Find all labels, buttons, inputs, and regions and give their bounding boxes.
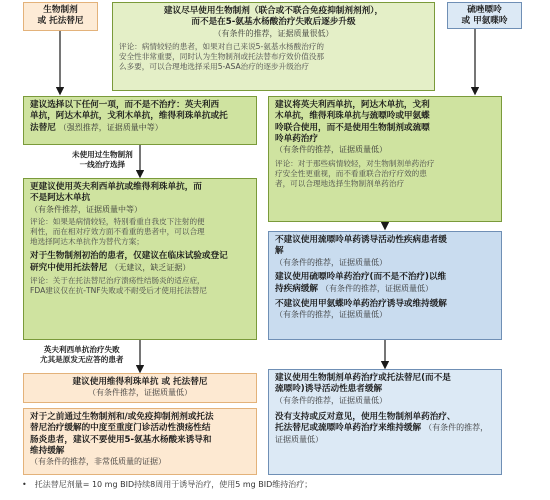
- any-agent-grade: （强烈推荐，证据质量中等）: [58, 122, 163, 132]
- no-5asa-line-3: 肠炎患者，建议不要使用5-氨基水杨酸来诱导和: [30, 434, 212, 445]
- no-5asa-grade: （有条件的推荐，非常低质量的证据）: [30, 457, 166, 467]
- ifx-vedo-comment-2: 利性，而在相对疗效方面不看重的患者中，可以合理: [30, 227, 205, 237]
- combo-title-3: 呤联合使用，而不是使用生物制剂或巯嘌: [275, 122, 430, 133]
- label-bio-naive-line-2: 一线治疗选择: [79, 159, 126, 169]
- ifx-vedo-comment-3: 地选择阿达木单抗作为替代方案；: [30, 237, 144, 247]
- early-comment-1: 评论：病情较轻的患者，如果对自己来说5-氨基水杨酸治疗的: [119, 42, 325, 52]
- thio-maintain-line-2: [275, 284, 495, 295]
- bio-mono-text-b: 巯嘌呤)诱导活动性患者缓解: [275, 384, 383, 395]
- box-vedo-tofa: [23, 373, 257, 403]
- bio-mono-line-2: [275, 384, 495, 407]
- footer-dosage-note: • 托法替尼剂量= 10 mg BID持续8周用于诱导治疗，使用5 mg BID维持治疗；: [22, 480, 313, 489]
- thio-induce-line-1: 不建议使用巯嘌呤单药诱导活动性疾病患者缓: [275, 235, 447, 245]
- box-any-agent: [23, 96, 257, 145]
- vedo-tofa-grade: （有条件推荐，证据质量低）: [88, 388, 192, 398]
- no-5asa-line-4: 维持缓解: [30, 446, 65, 457]
- any-agent-line-2: 单抗，阿达木单抗，戈利木单抗，维得利珠单抗或托: [30, 111, 228, 122]
- tag-biologic-line-2: 或 托法替尼: [37, 16, 84, 27]
- no-opinion-line-1: 没有支持或反对意见，使用生物制剂单药治疗、: [275, 412, 456, 423]
- thio-maintain-text-b: 持疾病缓解: [275, 283, 318, 294]
- any-agent-line-1: 建议选择以下任何一项，而不是不治疗：英夫利西: [30, 100, 220, 110]
- label-ifx-failure: [40, 345, 124, 365]
- thio-induce-line-2: [275, 246, 495, 257]
- any-agent-line-3-text: 法替尼: [30, 122, 56, 133]
- thio-induce-text-b: 解: [275, 246, 284, 257]
- label-ifx-failure-line-2: 尤其是原发无应答的患者: [40, 354, 124, 364]
- no-5asa-line-2: 替尼治疗缓解的中度至重度门诊活动性溃疡性结: [30, 423, 211, 434]
- tofa-naive-text-b: 研究中使用托法替尼: [30, 262, 108, 273]
- ifx-vedo-grade: （有条件推荐，证据质量中等）: [30, 204, 142, 214]
- ifx-vedo-comment-1: 评论：如果是病情较轻，特别看重自我皮下注射的便: [30, 217, 205, 227]
- mtx-line-1: 不建议使用甲氨蝶呤单药治疗诱导或维持缓解: [275, 298, 447, 309]
- tag-thiopurine-line-1: 硫唑嘌呤: [467, 5, 502, 15]
- box-thiopurine-mono: [268, 231, 502, 340]
- label-bio-naive-line-1: 未使用过生物制剂: [72, 150, 133, 159]
- label-bio-naive: [72, 150, 133, 170]
- label-ifx-failure-line-1: 英夫利西单抗治疗失败: [43, 345, 120, 354]
- tofa-naive-grade: （无建议，缺乏证据）: [110, 262, 191, 272]
- mtx-grade: （有条件的推荐，证据质量低）: [275, 310, 387, 320]
- tofa-fda-comment-2: FDA建议仅在抗-TNF失败或不耐受后才使用托法替尼: [30, 285, 207, 295]
- early-title-1: 建议尽早使用生物制剂（联合或不联合免疫抑制剂剂剂），: [163, 6, 384, 16]
- combo-comment-1: 评论：对于那些病情较轻，对生物制剂单药治疗: [275, 158, 435, 168]
- box-no-5asa: [23, 408, 257, 475]
- ifx-vedo-title-1: 更建议使用英夫利西单抗或维得利珠单抗，而: [30, 182, 202, 192]
- tag-biologic: [23, 2, 98, 31]
- ifx-vedo-title-2: 不是阿达木单抗: [30, 193, 91, 204]
- combo-comment-2: 疗安全性更重视，而不看重联合治疗疗效的患: [275, 168, 427, 178]
- tag-thiopurine: [447, 2, 522, 29]
- tag-biologic-line-1: 生物制剂: [43, 5, 78, 15]
- early-comment-2: 安全性非常重要，同时认为生物制剂或托法替布疗效价值没那: [119, 52, 325, 62]
- tofa-fda-comment-1: 评论：关于在托法替尼治疗溃疡性结肠炎的适应症，: [30, 275, 205, 285]
- no-5asa-line-1: 对于之前通过生物制剂和/或免疫抑制剂剂或托法: [30, 412, 214, 422]
- tofa-naive-text: 对于生物制剂初治的患者，仅建议在临床试验或登记: [30, 251, 228, 262]
- combo-title-2: 木单抗，维得利珠单抗与巯嘌呤或甲氨蝶: [275, 111, 430, 122]
- box-early-biologic: [112, 2, 435, 91]
- box-biologic-mono: [268, 369, 502, 475]
- early-grade: （有条件的推荐，证据质量很低）: [213, 28, 334, 38]
- no-opinion-grade: （有条件的推荐，证据质量低）: [275, 423, 489, 444]
- no-opinion-text-b: 托法替尼或巯嘌呤单药治疗来维持缓解: [275, 423, 422, 434]
- vedo-tofa-title: 建议使用维得利珠单抗 或 托法替尼: [72, 377, 208, 387]
- thio-maintain-grade: （有条件的推荐，证据质量低）: [320, 283, 433, 293]
- no-opinion-line-2: [275, 423, 495, 446]
- combo-title-4: 呤单药治疗: [275, 134, 318, 145]
- thio-induce-grade: （有条件的推荐，证据质量低）: [275, 257, 387, 267]
- combo-grade: （有条件的推荐，证据质量低）: [275, 145, 387, 155]
- bio-mono-line-1: 建议使用生物制剂单药治疗或托法替尼(而不是: [275, 373, 451, 383]
- combo-title-1: 建议将英夫利西单抗，阿达木单抗，戈利: [275, 100, 430, 110]
- tofa-naive-line-2: [30, 263, 250, 274]
- bio-mono-grade: （有条件的推荐，证据质量低）: [275, 395, 387, 405]
- combo-comment-3: 者，可以合理地选择生物制剂单药治疗: [275, 178, 405, 188]
- tag-thiopurine-line-2: 或 甲氨喋呤: [461, 16, 508, 27]
- box-ifx-vedo: [23, 178, 257, 340]
- box-combo-therapy: [268, 96, 502, 222]
- early-title-2: 而不是在5-氨基水杨酸治疗失败后逐步升级: [191, 17, 356, 28]
- thio-maintain-line-1: 建议使用硫嘌呤单药治疗(而不是不治疗)以维: [275, 272, 447, 283]
- any-agent-line-3: [30, 123, 250, 134]
- early-comment-3: 么多要，可以合理地选择采用5-ASA治疗的逐步升级治疗: [119, 62, 309, 72]
